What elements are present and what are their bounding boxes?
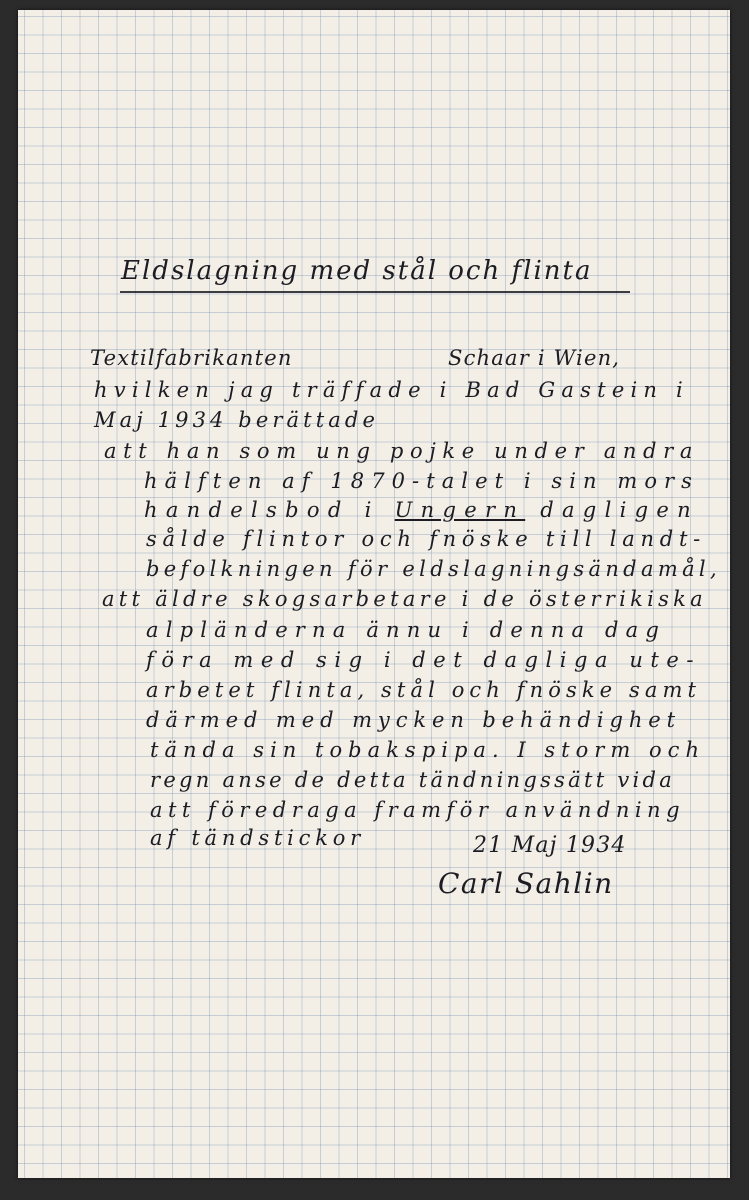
- line-text: att äldre skogsarbetare i de österrikiska: [102, 587, 707, 611]
- line-text: handelsbod i: [144, 498, 395, 522]
- signature: Carl Sahlin: [438, 867, 614, 900]
- line-text: alpländerna ännu i denna dag: [146, 618, 666, 642]
- line-text: tända sin tobakspipa. I storm och: [150, 738, 705, 762]
- letter-date: 21 Maj 1934: [473, 833, 627, 858]
- line-text: därmed med mycken behändighet: [146, 708, 681, 732]
- letter-line: [150, 800, 685, 821]
- line-text: af tändstickor: [150, 826, 365, 850]
- document-title: Eldslagning med stål och flinta: [121, 256, 593, 286]
- line-text: arbetet flinta, stål och fnöske samt: [146, 678, 701, 702]
- line-text: att han som ung pojke under andra: [104, 439, 699, 463]
- letter-line: [146, 529, 706, 550]
- letter-line: [94, 380, 689, 401]
- letter-line-segment: Textilfabrikanten: [90, 346, 293, 370]
- line-text: regn anse de detta tändningssätt vida: [150, 768, 675, 792]
- letter-line: [104, 441, 699, 462]
- letter-line: [94, 410, 379, 431]
- line-text: Maj 1934 berättade: [94, 408, 379, 432]
- line-text: hälften af 1870-talet i sin mors: [144, 469, 699, 493]
- letter-line: [146, 680, 701, 701]
- letter-line-segment: Schaar i Wien,: [448, 346, 621, 370]
- letter-line: [146, 710, 681, 731]
- letter-line: [144, 471, 699, 492]
- letter-line: [144, 500, 699, 521]
- line-text: att föredraga framför användning: [150, 798, 685, 822]
- line-text: föra med sig i det dagliga ute-: [146, 648, 701, 672]
- line-text: hvilken jag träffade i Bad Gastein i: [94, 378, 689, 402]
- letter-line: [102, 589, 707, 610]
- letter-line: [150, 828, 365, 849]
- letter-line: [146, 650, 701, 671]
- letter-line: [150, 740, 705, 761]
- line-text: sålde flintor och fnöske till landt-: [146, 527, 706, 551]
- line-text: dagligen: [525, 498, 699, 522]
- letter-line: [146, 559, 721, 580]
- letter-line: [146, 620, 666, 641]
- letter-line: [150, 770, 675, 791]
- line-text: befolkningen för eldslagningsändamål,: [146, 557, 721, 581]
- title-underline: [120, 291, 630, 293]
- notebook-page: [18, 10, 730, 1178]
- underlined-word: Ungern: [394, 498, 526, 522]
